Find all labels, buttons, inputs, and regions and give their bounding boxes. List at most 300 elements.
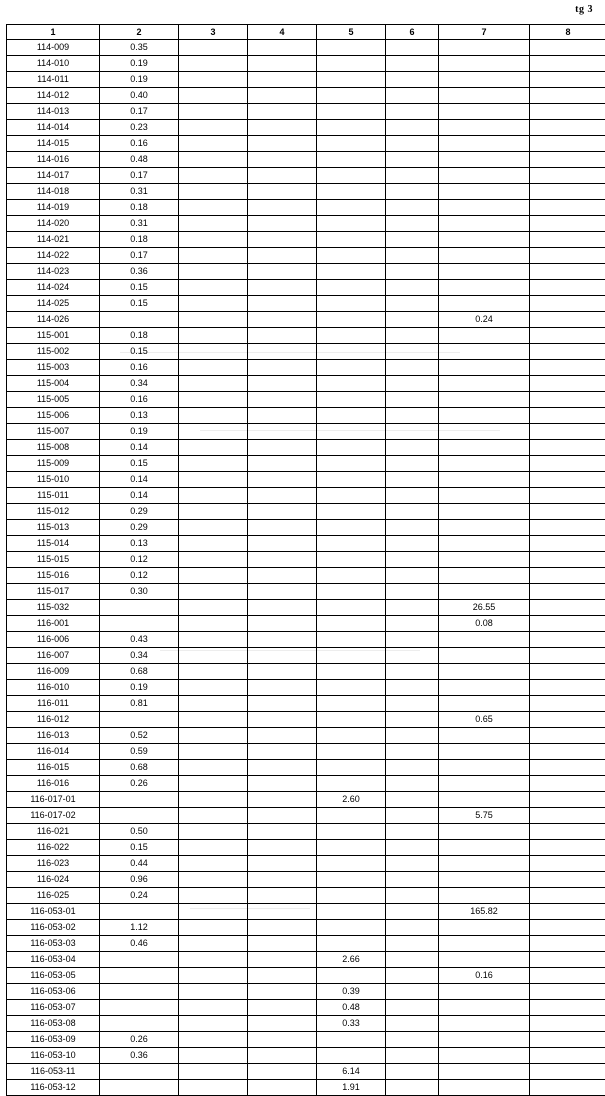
table-cell [386,200,439,216]
table-cell: 0.36 [100,1048,179,1064]
table-cell [248,776,317,792]
table-cell [439,40,530,56]
row-id-cell: 116-023 [7,856,100,872]
table-cell [386,920,439,936]
table-cell [386,296,439,312]
table-row [7,808,605,824]
table-cell [386,664,439,680]
table-cell [179,1048,248,1064]
table-cell [530,696,605,712]
table-cell: 0.19 [100,56,179,72]
table-cell: 0.15 [100,296,179,312]
table-cell [179,936,248,952]
table-cell: 6.14 [317,1064,386,1080]
row-id-cell: 115-012 [7,504,100,520]
table-cell [386,968,439,984]
row-id-cell: 115-032 [7,600,100,616]
table-cell: 0.59 [100,744,179,760]
table-cell [317,840,386,856]
table-cell: 0.17 [100,168,179,184]
table-cell [248,968,317,984]
data-table [6,24,605,1096]
table-row [7,440,605,456]
table-cell [439,488,530,504]
table-cell: 0.23 [100,120,179,136]
table-cell: 0.29 [100,504,179,520]
table-row [7,328,605,344]
table-cell [530,104,605,120]
table-cell [439,824,530,840]
table-cell: 0.19 [100,424,179,440]
table-cell [317,328,386,344]
row-id-cell: 116-053-08 [7,1016,100,1032]
table-cell [439,408,530,424]
column-header-8: 8 [530,25,605,40]
table-cell [530,776,605,792]
table-cell [439,504,530,520]
table-cell [248,1048,317,1064]
table-cell: 0.13 [100,408,179,424]
table-cell [248,280,317,296]
table-cell [386,1016,439,1032]
table-cell [317,712,386,728]
table-cell: 2.66 [317,952,386,968]
table-cell [248,1064,317,1080]
table-cell [317,600,386,616]
row-id-cell: 115-017 [7,584,100,600]
table-header-row [7,25,605,40]
table-cell [530,616,605,632]
table-cell [317,808,386,824]
table-cell [100,904,179,920]
table-cell [317,344,386,360]
table-cell [248,984,317,1000]
table-cell [386,600,439,616]
table-cell [179,600,248,616]
table-row [7,648,605,664]
table-cell [439,888,530,904]
table-cell [439,1016,530,1032]
row-id-cell: 116-053-04 [7,952,100,968]
table-cell: 0.68 [100,664,179,680]
table-cell [530,600,605,616]
table-cell [386,408,439,424]
table-cell [439,360,530,376]
table-cell [179,1080,248,1096]
table-row [7,40,605,56]
table-row [7,584,605,600]
table-cell [248,1080,317,1096]
table-cell [530,568,605,584]
table-cell: 0.46 [100,936,179,952]
table-cell [386,264,439,280]
table-cell [439,200,530,216]
table-cell [317,744,386,760]
table-cell [179,232,248,248]
table-row [7,520,605,536]
row-id-cell: 116-053-02 [7,920,100,936]
table-cell [179,792,248,808]
table-cell [530,296,605,312]
table-row [7,568,605,584]
table-cell [530,456,605,472]
table-cell: 0.33 [317,1016,386,1032]
table-cell: 0.34 [100,648,179,664]
table-cell [100,968,179,984]
row-id-cell: 114-012 [7,88,100,104]
table-cell [386,552,439,568]
table-row [7,904,605,920]
table-cell [530,408,605,424]
table-cell [179,984,248,1000]
table-cell [439,744,530,760]
table-cell [530,984,605,1000]
table-cell [248,888,317,904]
table-cell [530,1048,605,1064]
row-id-cell: 116-016 [7,776,100,792]
table-row [7,264,605,280]
table-cell [317,424,386,440]
row-id-cell: 116-025 [7,888,100,904]
table-cell [248,712,317,728]
row-id-cell: 116-053-10 [7,1048,100,1064]
table-row [7,376,605,392]
table-cell [248,168,317,184]
row-id-cell: 114-013 [7,104,100,120]
table-cell [386,840,439,856]
row-id-cell: 115-009 [7,456,100,472]
table-cell [386,744,439,760]
table-cell [386,456,439,472]
table-cell: 0.18 [100,200,179,216]
table-cell [386,248,439,264]
table-cell [248,312,317,328]
table-cell: 0.16 [100,360,179,376]
table-row [7,632,605,648]
table-cell [439,1080,530,1096]
table-cell [317,1032,386,1048]
table-cell [317,280,386,296]
table-cell [317,680,386,696]
table-row [7,88,605,104]
table-cell [179,680,248,696]
table-cell [100,808,179,824]
table-cell: 1.12 [100,920,179,936]
row-id-cell: 115-015 [7,552,100,568]
table-row [7,392,605,408]
table-cell: 0.65 [439,712,530,728]
table-cell [248,104,317,120]
table-cell [179,280,248,296]
table-cell [439,584,530,600]
table-cell [317,376,386,392]
table-cell [386,616,439,632]
table-cell: 0.18 [100,232,179,248]
column-header-7: 7 [439,25,530,40]
table-row [7,536,605,552]
table-cell [439,440,530,456]
table-cell: 0.81 [100,696,179,712]
table-cell [317,1048,386,1064]
table-cell [248,632,317,648]
table-cell [317,648,386,664]
table-cell: 165.82 [439,904,530,920]
table-row [7,280,605,296]
table-cell [386,536,439,552]
table-cell [386,936,439,952]
row-id-cell: 114-010 [7,56,100,72]
table-row [7,1000,605,1016]
table-cell [530,824,605,840]
table-cell [530,312,605,328]
table-body [7,40,605,1096]
table-cell [248,856,317,872]
table-cell [248,680,317,696]
table-cell: 0.36 [100,264,179,280]
table-cell [248,184,317,200]
table-cell [386,376,439,392]
row-id-cell: 114-009 [7,40,100,56]
row-id-cell: 114-019 [7,200,100,216]
table-cell: 0.19 [100,72,179,88]
table-cell: 0.17 [100,248,179,264]
table-cell [179,760,248,776]
table-cell: 0.12 [100,568,179,584]
row-id-cell: 114-021 [7,232,100,248]
table-cell: 0.26 [100,1032,179,1048]
table-cell: 0.26 [100,776,179,792]
table-cell [179,152,248,168]
table-cell [439,184,530,200]
table-cell [317,264,386,280]
table-cell [386,856,439,872]
table-cell [248,520,317,536]
table-row [7,216,605,232]
table-cell [386,392,439,408]
table-cell [317,88,386,104]
table-cell [248,840,317,856]
table-cell [179,1032,248,1048]
row-id-cell: 114-018 [7,184,100,200]
row-id-cell: 115-004 [7,376,100,392]
table-row [7,456,605,472]
row-id-cell: 116-053-12 [7,1080,100,1096]
table-cell [248,648,317,664]
table-row [7,136,605,152]
row-id-cell: 115-005 [7,392,100,408]
table-cell [179,216,248,232]
table-cell [530,968,605,984]
table-cell [530,264,605,280]
table-cell [386,1064,439,1080]
table-cell [248,488,317,504]
row-id-cell: 116-010 [7,680,100,696]
table-cell [248,568,317,584]
table-cell [317,824,386,840]
table-cell [439,152,530,168]
table-cell [248,296,317,312]
table-cell [386,152,439,168]
table-cell [530,392,605,408]
table-cell [530,1032,605,1048]
row-id-cell: 116-001 [7,616,100,632]
table-row [7,968,605,984]
table-cell [439,104,530,120]
table-row [7,616,605,632]
table-cell [439,632,530,648]
table-cell [386,440,439,456]
table-cell [530,536,605,552]
table-row [7,184,605,200]
table-cell [179,264,248,280]
table-cell [530,632,605,648]
row-id-cell: 114-025 [7,296,100,312]
table-cell [439,456,530,472]
table-cell [179,744,248,760]
table-cell [248,1032,317,1048]
table-row [7,200,605,216]
table-cell [179,504,248,520]
row-id-cell: 116-014 [7,744,100,760]
table-cell: 0.15 [100,280,179,296]
table-cell [530,1016,605,1032]
table-cell [317,72,386,88]
row-id-cell: 114-011 [7,72,100,88]
row-id-cell: 114-026 [7,312,100,328]
table-cell [439,328,530,344]
table-cell: 0.17 [100,104,179,120]
column-header-5: 5 [317,25,386,40]
row-id-cell: 115-003 [7,360,100,376]
table-cell [179,920,248,936]
table-row [7,56,605,72]
table-cell [248,584,317,600]
table-cell [248,248,317,264]
table-cell: 0.39 [317,984,386,1000]
table-cell: 0.31 [100,216,179,232]
table-row [7,552,605,568]
row-id-cell: 116-053-09 [7,1032,100,1048]
table-row [7,296,605,312]
table-cell: 0.29 [100,520,179,536]
table-cell [248,392,317,408]
table-cell [100,312,179,328]
table-row [7,1064,605,1080]
table-cell [386,56,439,72]
table-cell [386,632,439,648]
table-cell [179,808,248,824]
table-row [7,344,605,360]
table-cell [386,680,439,696]
table-cell [386,648,439,664]
row-id-cell: 114-022 [7,248,100,264]
table-cell [530,280,605,296]
table-cell [439,568,530,584]
row-id-cell: 116-053-03 [7,936,100,952]
row-id-cell: 116-017-02 [7,808,100,824]
table-cell [386,1000,439,1016]
table-cell [317,232,386,248]
table-cell [530,360,605,376]
row-id-cell: 116-015 [7,760,100,776]
table-cell [530,888,605,904]
row-id-cell: 114-017 [7,168,100,184]
table-cell [530,664,605,680]
table-cell [248,440,317,456]
table-cell [248,456,317,472]
table-cell [386,344,439,360]
table-row [7,1032,605,1048]
table-cell [179,488,248,504]
row-id-cell: 114-014 [7,120,100,136]
table-cell: 0.19 [100,680,179,696]
table-cell [439,552,530,568]
table-cell [439,760,530,776]
table-cell [317,136,386,152]
table-cell [386,168,439,184]
row-id-cell: 114-023 [7,264,100,280]
table-cell [530,680,605,696]
table-cell [530,136,605,152]
table-cell: 5.75 [439,808,530,824]
table-row [7,232,605,248]
table-cell: 0.34 [100,376,179,392]
table-cell: 0.44 [100,856,179,872]
table-row [7,664,605,680]
column-header-1: 1 [7,25,100,40]
table-cell: 0.18 [100,328,179,344]
table-cell [439,376,530,392]
table-cell [248,664,317,680]
table-cell [317,760,386,776]
table-cell [439,424,530,440]
table-cell [179,296,248,312]
table-cell [530,216,605,232]
table-cell [248,200,317,216]
table-cell [248,424,317,440]
table-row [7,728,605,744]
table-cell [248,1000,317,1016]
table-cell [179,968,248,984]
table-cell [439,984,530,1000]
column-header-6: 6 [386,25,439,40]
table-cell [248,728,317,744]
table-cell [248,328,317,344]
table-cell [179,664,248,680]
table-cell [439,696,530,712]
table-cell [100,712,179,728]
table-cell [439,56,530,72]
table-cell [179,648,248,664]
table-cell [179,392,248,408]
table-cell [248,472,317,488]
column-header-3: 3 [179,25,248,40]
table-cell [386,792,439,808]
table-cell [179,856,248,872]
table-cell [386,488,439,504]
row-id-cell: 114-016 [7,152,100,168]
table-cell [179,888,248,904]
table-cell [386,776,439,792]
table-cell [530,232,605,248]
row-id-cell: 114-015 [7,136,100,152]
table-row [7,936,605,952]
table-cell [100,792,179,808]
column-header-2: 2 [100,25,179,40]
table-cell [439,72,530,88]
table-cell [530,648,605,664]
table-cell [386,312,439,328]
